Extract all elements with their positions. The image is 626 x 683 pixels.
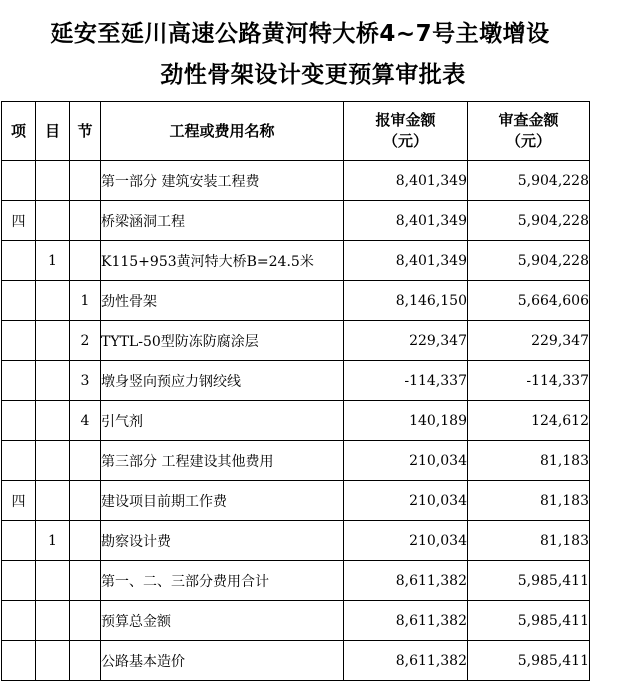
- table-row: [2, 601, 590, 641]
- cell-item-name: 建设项目前期工作费: [101, 481, 344, 521]
- cell-reviewed-amount: 229,347: [468, 321, 590, 361]
- header-submitted-unit: （元）: [382, 132, 428, 150]
- cell-xiang: 四: [2, 481, 36, 521]
- cell-xiang: [2, 281, 36, 321]
- cell-submitted-amount: 8,611,382: [344, 601, 468, 641]
- table-row: [2, 441, 590, 481]
- header-submitted-label: 报审金额: [375, 111, 436, 129]
- cell-submitted-amount: 140,189: [344, 401, 468, 441]
- cell-item-name: 墩身竖向预应力钢绞线: [101, 361, 344, 401]
- cell-mu: [36, 641, 70, 681]
- cell-item-name: 预算总金额: [101, 601, 344, 641]
- budget-approval-table: [1, 101, 590, 681]
- cell-reviewed-amount: 124,612: [468, 401, 590, 441]
- cell-jie: 3: [70, 361, 101, 401]
- title-line-1: 延安至延川高速公路黄河特大桥4~7号主墩增设: [50, 21, 550, 47]
- cell-submitted-amount: 210,034: [344, 481, 468, 521]
- cell-item-name: 桥梁涵洞工程: [101, 201, 344, 241]
- cell-xiang: [2, 561, 36, 601]
- cell-submitted-amount: 8,401,349: [344, 201, 468, 241]
- cell-xiang: [2, 361, 36, 401]
- cell-mu: [36, 281, 70, 321]
- cell-mu: [36, 481, 70, 521]
- cell-submitted-amount: 8,401,349: [344, 241, 468, 281]
- cell-item-name: 引气剂: [101, 401, 344, 441]
- table-body: [2, 161, 590, 681]
- cell-item-name: 勘察设计费: [101, 521, 344, 561]
- cell-reviewed-amount: 5,985,411: [468, 561, 590, 601]
- header-reviewed-label: 审查金额: [498, 111, 559, 129]
- cell-xiang: [2, 321, 36, 361]
- cell-submitted-amount: -114,337: [344, 361, 468, 401]
- cell-reviewed-amount: 5,904,228: [468, 161, 590, 201]
- cell-jie: [70, 201, 101, 241]
- cell-jie: [70, 641, 101, 681]
- cell-mu: 1: [36, 521, 70, 561]
- table-row: [2, 561, 590, 601]
- cell-jie: [70, 241, 101, 281]
- cell-reviewed-amount: 5,664,606: [468, 281, 590, 321]
- cell-jie: [70, 481, 101, 521]
- cell-xiang: [2, 641, 36, 681]
- cell-reviewed-amount: 5,904,228: [468, 201, 590, 241]
- table-row: [2, 281, 590, 321]
- header-reviewed-unit: （元）: [505, 132, 551, 150]
- cell-jie: [70, 161, 101, 201]
- table-row: [2, 521, 590, 561]
- cell-mu: [36, 401, 70, 441]
- cell-submitted-amount: 8,611,382: [344, 561, 468, 601]
- header-mu: 目: [36, 102, 70, 161]
- title-line-2: 劲性骨架设计变更预算审批表: [160, 62, 466, 88]
- table-row: [2, 361, 590, 401]
- header-jie: 节: [70, 102, 101, 161]
- cell-mu: [36, 201, 70, 241]
- cell-reviewed-amount: -114,337: [468, 361, 590, 401]
- cell-mu: 1: [36, 241, 70, 281]
- cell-submitted-amount: 8,611,382: [344, 641, 468, 681]
- cell-item-name: TYTL-50型防冻防腐涂层: [101, 321, 344, 361]
- cell-item-name: 公路基本造价: [101, 641, 344, 681]
- cell-reviewed-amount: 5,985,411: [468, 641, 590, 681]
- cell-reviewed-amount: 81,183: [468, 481, 590, 521]
- cell-xiang: 四: [2, 201, 36, 241]
- header-reviewed-amount: [468, 102, 590, 161]
- cell-submitted-amount: 210,034: [344, 441, 468, 481]
- cell-item-name: 第一、二、三部分费用合计: [101, 561, 344, 601]
- cell-reviewed-amount: 5,904,228: [468, 241, 590, 281]
- cell-jie: 4: [70, 401, 101, 441]
- cell-jie: [70, 441, 101, 481]
- table-row: [2, 241, 590, 281]
- header-name: 工程或费用名称: [101, 102, 344, 161]
- table-row: [2, 641, 590, 681]
- table-row: [2, 321, 590, 361]
- cell-xiang: [2, 161, 36, 201]
- cell-mu: [36, 361, 70, 401]
- table-header-row: [2, 102, 590, 161]
- cell-item-name: K115+953黄河特大桥B=24.5米: [101, 241, 344, 281]
- cell-mu: [36, 161, 70, 201]
- cell-submitted-amount: 8,146,150: [344, 281, 468, 321]
- cell-jie: 2: [70, 321, 101, 361]
- table-row: [2, 161, 590, 201]
- cell-xiang: [2, 521, 36, 561]
- cell-mu: [36, 561, 70, 601]
- cell-submitted-amount: 229,347: [344, 321, 468, 361]
- cell-reviewed-amount: 81,183: [468, 441, 590, 481]
- cell-xiang: [2, 401, 36, 441]
- cell-xiang: [2, 241, 36, 281]
- cell-reviewed-amount: 81,183: [468, 521, 590, 561]
- cell-mu: [36, 601, 70, 641]
- cell-mu: [36, 321, 70, 361]
- cell-jie: 1: [70, 281, 101, 321]
- cell-mu: [36, 441, 70, 481]
- table-row: [2, 481, 590, 521]
- cell-jie: [70, 521, 101, 561]
- header-xiang: 项: [2, 102, 36, 161]
- header-submitted-amount: [344, 102, 468, 161]
- cell-xiang: [2, 441, 36, 481]
- cell-submitted-amount: 210,034: [344, 521, 468, 561]
- cell-item-name: 劲性骨架: [101, 281, 344, 321]
- cell-xiang: [2, 601, 36, 641]
- cell-item-name: 第一部分 建筑安装工程费: [101, 161, 344, 201]
- table-row: [2, 401, 590, 441]
- cell-item-name: 第三部分 工程建设其他费用: [101, 441, 344, 481]
- cell-jie: [70, 601, 101, 641]
- table-row: [2, 201, 590, 241]
- cell-jie: [70, 561, 101, 601]
- cell-submitted-amount: 8,401,349: [344, 161, 468, 201]
- cell-reviewed-amount: 5,985,411: [468, 601, 590, 641]
